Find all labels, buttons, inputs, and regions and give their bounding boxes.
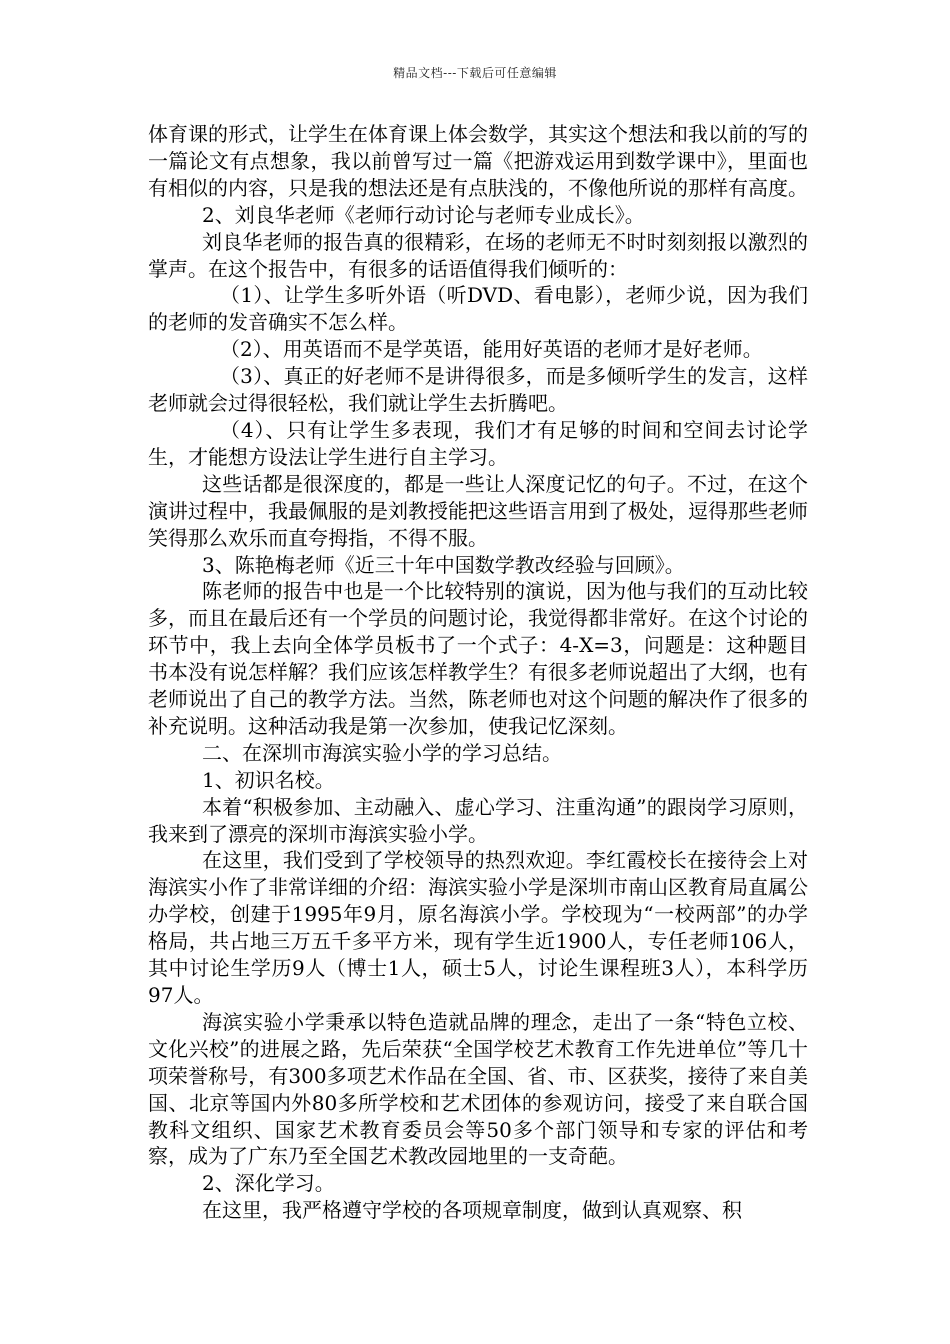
document-body: [148, 121, 808, 1224]
list-item-3: （3）、真正的好老师不是讲得很多，而是多倾听学生的发言，这样老师就会过得很轻松，我们就让学生去折腾吧。: [148, 364, 808, 416]
paragraph: 在这里，我们受到了学校领导的热烈欢迎。李红霞校长在接待会上对海滨实小作了非常详细的介绍：海滨实验小学是深圳市南山区教育局直属公办学校，创建于1995年9月，原名海滨小学。学校现为“一校两部”的办学格局，共占地三万五千多平方米，现有学生近1900人，专任老师106人，其中讨论生学历9人（博士1人，硕士5人，讨论生课程班3人），本科学历97人。: [148, 848, 808, 1007]
paragraph: 陈老师的报告中也是一个比较特别的演说，因为他与我们的互动比较多，而且在最后还有一个学员的问题讨论，我觉得都非常好。在这个讨论的环节中，我上去向全体学员板书了一个式子：4-X=3，问题是：这种题目书本没有说怎样解？我们应该怎样教学生？有很多老师说超出了大纲，也有老师说出了自己的教学方法。当然，陈老师也对这个问题的解决作了很多的补充说明。这种活动我是第一次参加，使我记忆深刻。: [148, 579, 808, 738]
paragraph: 海滨实验小学秉承以特色造就品牌的理念，走出了一条“特色立校、文化兴校”的进展之路，先后荣获“全国学校艺术教育工作先进单位”等几十项荣誉称号，有300多项艺术作品在全国、省、市、区获奖，接待了来自美国、北京等国内外80多所学校和艺术团体的参观访问，接受了来自联合国教科文组织、国家艺术教育委员会等50多个部门领导和专家的评估和考察，成为了广东乃至全国艺术教改园地里的一支奇葩。: [148, 1009, 808, 1169]
paragraph: 这些话都是很深度的，都是一些让人深度记忆的句子。不过，在这个演讲过程中，我最佩服的是刘教授能把这些语言用到了极处，逗得那些老师笑得那么欢乐而直夸拇指，不得不服。: [148, 471, 808, 550]
paragraph: 本着“积极参加、主动融入、虚心学习、注重沟通”的跟岗学习原则，我来到了漂亮的深圳市海滨实验小学。: [148, 794, 808, 846]
list-item-4: （4）、只有让学生多表现，我们才有足够的时间和空间去讨论学生，才能想方设法让学生进行自主学习。: [148, 417, 808, 469]
section-heading-3: 3、陈艳梅老师《近三十年中国数学教改经验与回顾》。: [202, 552, 685, 577]
section-heading-2: 2、刘良华老师《老师行动讨论与老师专业成长》。: [202, 202, 645, 227]
list-item-1: （1）、让学生多听外语（听DVD、看电影），老师少说，因为我们的老师的发音确实不怎么样。: [148, 283, 808, 335]
section-heading-2b: 2、深化学习。: [202, 1171, 335, 1196]
paragraph-continuation: 体育课的形式，让学生在体育课上体会数学，其实这个想法和我以前的写的一篇论文有点想象，我以前曾写过一篇《把游戏运用到数学课中》，里面也有相似的内容，只是我的想法还是有点肤浅的，不像他所说的那样有高度。: [148, 122, 808, 200]
section-heading-part-2: 二、在深圳市海滨实验小学的学习总结。: [202, 740, 562, 765]
paragraph-truncated: 在这里，我严格遵守学校的各项规章制度，做到认真观察、积: [202, 1198, 742, 1223]
list-item-2: （2）、用英语而不是学英语，能用好英语的老师才是好老师。: [220, 337, 763, 362]
paragraph: 刘良华老师的报告真的很精彩，在场的老师无不时时刻刻报以激烈的掌声。在这个报告中，有很多的话语值得我们倾听的：: [148, 229, 808, 281]
section-heading-1: 1、初识名校。: [202, 767, 335, 792]
page-header: 精品文档---下载后可任意编辑: [393, 66, 557, 80]
